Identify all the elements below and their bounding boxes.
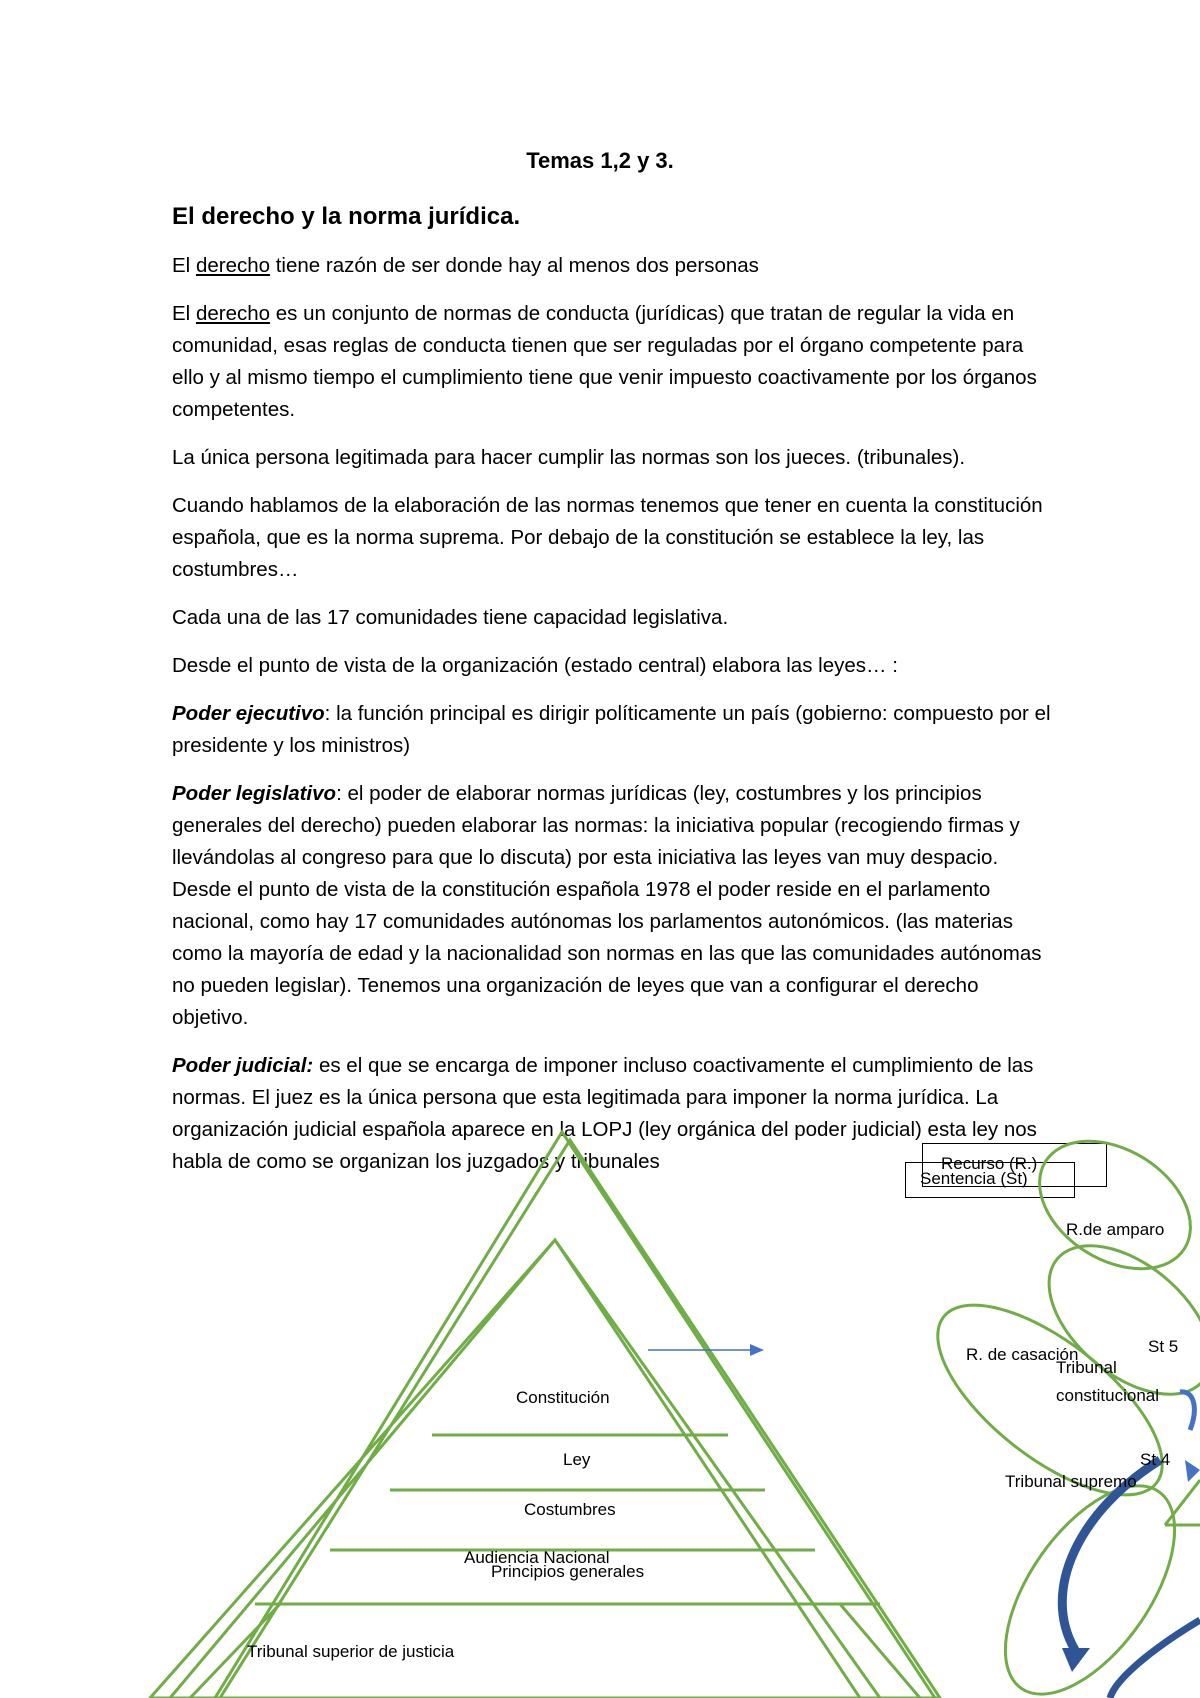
connector-arrow-head — [750, 1344, 764, 1356]
text-run: : el poder de elaborar normas jurídicas (ley, costumbres y los principios generales del derecho) pueden elaborar las normas: la iniciativa popular (recogiendo firmas y llevándolas al congreso para que lo discuta) por esta iniciativa las leyes van muy despacio. Desde el punto de vista de la constitución española 1978 el poder reside en el parlamento nacional, como hay 17 comunidades autónomas los parlamentos autonómicos. (las materias como la mayoría de edad y la nacionalidad son normas en las que las comunidades autónomas no pueden legislar). Tenemos una organización de leyes que van a configurar el derecho objetivo. — [172, 782, 1042, 1029]
underlined-term: derecho — [195, 302, 271, 325]
legend-sentencia-label: Sentencia (St) — [920, 1169, 1028, 1188]
paragraph-6: Desde el punto de vista de la organización (estado central) elabora las leyes… : — [172, 654, 898, 677]
curved-arrow-3 — [1110, 1620, 1200, 1698]
label-st5: St 5 — [1148, 1337, 1179, 1356]
pyramid-outline-back-1 — [215, 1132, 935, 1698]
curved-arrow-1 — [1180, 1392, 1194, 1430]
text-run: es un conjunto de normas de conducta (jurídicas) que tratan de regular la vida en comunidad, esas reglas de conducta tienen que ser reguladas por el órgano competente para ello y al mismo tiempo el cumplimiento tiene que venir impuesto coactivamente por los órganos competentes. — [172, 302, 1037, 421]
label-tribunal-superior: Tribunal superior de justicia — [247, 1642, 455, 1661]
ellipse-amparo — [1016, 1120, 1200, 1295]
document-title: Temas 1,2 y 3. — [526, 148, 674, 173]
term-poder-legislativo: Poder legislativo — [172, 782, 337, 805]
label-r-casacion: R. de casación — [966, 1345, 1079, 1364]
paragraph-poder-legislativo — [172, 778, 1052, 1034]
text-run: tiene razón de ser donde hay al menos dos personas — [270, 254, 759, 277]
pyramid-outline-back-2 — [220, 1140, 940, 1698]
label-audiencia-nacional: Audiencia Nacional — [464, 1548, 610, 1567]
section-heading: El derecho y la norma jurídica. — [172, 203, 521, 230]
text-run: es el que se encarga de imponer incluso coactivamente el cumplimiento de las normas. El juez es la única persona que esta legitimada para imponer la norma jurídica. La organización judicial española aparece en la LOPJ (ley orgánica del poder judicial) esta ley nos habla de como se organizan los juzgados y tribunales — [172, 1054, 1037, 1173]
label-r-amparo: R.de amparo — [1066, 1220, 1165, 1239]
pyramid-outline-large — [150, 1240, 880, 1698]
label-tribunal-supremo: Tribunal supremo — [1005, 1472, 1137, 1491]
term-poder-ejecutivo: Poder ejecutivo — [172, 702, 325, 725]
ellipse-lower — [972, 1457, 1200, 1698]
text-run: : la función principal es dirigir políticamente un país (gobierno: compuesto por el presidente y los ministros) — [172, 702, 1051, 757]
label-principios-generales: Principios generales — [491, 1562, 645, 1581]
label-ley: Ley — [563, 1450, 591, 1469]
curved-arrow-2-head — [1062, 1648, 1090, 1672]
text-run: El — [172, 302, 196, 325]
right-pyramid-edge — [1165, 1480, 1200, 1525]
paragraph-4: Cuando hablamos de la elaboración de las normas tenemos que tener en cuenta la constitución española, que es la norma suprema. Por debajo de la constitución se establece la ley, las costumbres… — [172, 494, 1043, 581]
label-constitucion: Constitución — [516, 1388, 610, 1407]
paragraph-poder-ejecutivo — [172, 698, 1052, 762]
legend-recurso-label: Recurso (R.) — [941, 1154, 1038, 1173]
body-text — [172, 250, 1052, 1194]
diagram-shapes — [0, 1120, 1200, 1698]
label-tribunal: Tribunal — [1056, 1358, 1117, 1377]
underlined-term: derecho — [195, 254, 271, 277]
label-constitucional: constitucional — [1056, 1386, 1160, 1405]
paragraph-2 — [172, 298, 1052, 426]
label-st4: St 4 — [1140, 1450, 1171, 1469]
term-poder-judicial: Poder judicial: — [172, 1054, 314, 1077]
text-run: El — [172, 254, 196, 277]
label-costumbres: Costumbres — [524, 1500, 616, 1519]
paragraph-5: Cada una de las 17 comunidades tiene capacidad legislativa. — [172, 606, 729, 629]
paragraph-1 — [172, 250, 1052, 282]
pyramid-outline-main — [170, 1240, 860, 1698]
court-diagram — [0, 1120, 1200, 1698]
curved-arrow-head-right — [1185, 1460, 1200, 1482]
paragraph-3: La única persona legitimada para hacer cumplir las normas son los jueces. (tribunales). — [172, 446, 966, 469]
